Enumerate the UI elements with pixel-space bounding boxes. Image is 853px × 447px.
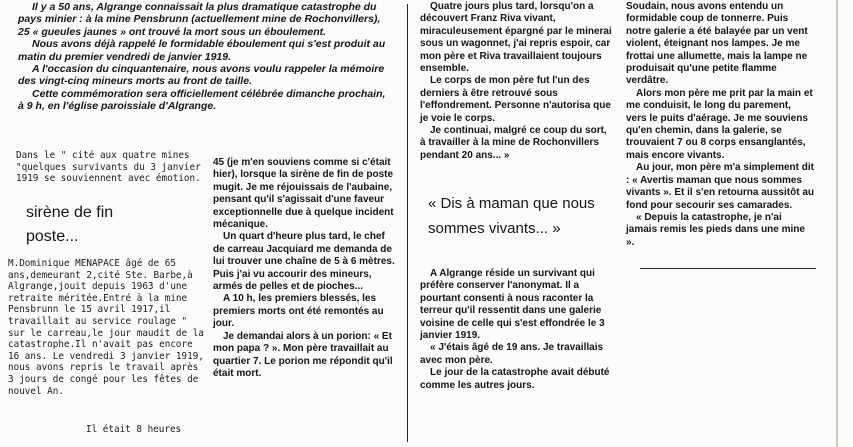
end-rule: [640, 268, 816, 269]
col4-paragraph-4: « Depuis la catastrophe, je n'ai jamais remis les pieds dans une mine ».: [626, 211, 805, 248]
col2-paragraph-3: A 10 h, les premiers blessés, les premiers morts ont été remontés au jour.: [213, 293, 384, 330]
col4-paragraph-1: Soudain, nous avons entendu un formidable coup de tonnerre. Puis notre galerie a été balayée par un vent violent, éteignant nos lampes. Je me frottai une allumette, mais la lampe ne produisait qu'une petite flamme verdâtre.: [626, 1, 808, 87]
col3-paragraph-1: Quatre jours plus tard, lorsqu'on a découvert Franz Riva vivant, miraculeusement épargné par le minerai sous un wagonnet, j'ai repris espoir, car mon père et Riva travaillaient toujours ensemble.: [420, 1, 612, 75]
typed-caption-text: Dans le " cité aux quatre mines "quelques survivants du 3 janvier 1919 se souviennent avec émotion.: [16, 150, 201, 185]
col2-paragraph-4: Je demandai alors à un porion: « Et mon papa ? ». Mon père travaillait au quartier 7. Le porion me répondit qu'il était mort.: [213, 330, 393, 379]
scan-edge: [836, 0, 838, 447]
column-three-top: [420, 1, 614, 181]
lead-paragraph-1: Il y a 50 ans, Algrange connaissait la plus dramatique catastrophe du pays minier : à la mine Pensbrunn (actuellement mine de Rochonvillers), 25 « gueules jaunes » ont trouvé la mort sous un éboulement.: [18, 1, 381, 38]
headline: [428, 191, 608, 267]
lead-paragraph-2: Nous avons déjà rappelé le formidable éboulement qui s'est produit au matin du premier vendredi de janvier 1919.: [18, 38, 386, 63]
typed-last-line-text: Il était 8 heures: [86, 424, 182, 435]
typed-last-line: [86, 424, 202, 438]
subheading-siren: [26, 201, 146, 251]
col4-paragraph-3: Au jour, mon père m'a simplement dit : « Avertis maman que nous sommes vivants ». Et il s'en retourna aussitôt au fond pour secourir ses camarades.: [626, 162, 814, 211]
lead-paragraph-3: A l'occasion du cinquantenaire, nous avons voulu rappeler la mémoire des vingt-cinq mineurs morts au front de taille.: [18, 63, 385, 88]
column-three-bottom: [420, 268, 614, 444]
column-rule: [407, 4, 408, 442]
typed-biography-text: M.Dominique MENAPACE âgé de 65 ans,demeurant 2,cité Ste. Barbe,à Algrange,jouit depuis 1963 d'une retraite méritée.Entré à la mine Pensbrunn le 15 avril 1917,il travaillait au service roulage " sur le carreau,le jour maudit de la catastrophe.Il n'avait pas encore 16 ans. Le vendredi 3 janvier 1919, nous avons repris le travail après 3 jours de congé pour les fêtes de nouvel An.: [8, 258, 204, 397]
typed-biography: [8, 258, 204, 426]
col3-paragraph-2: Le corps de mon père fut l'un des derniers à être retrouvé sous l'effondrement. Personne n'autorisa que je voie le corps.: [420, 75, 611, 124]
col3-paragraph-5: « J'étais âgé de 19 ans. Je travaillais avec mon père.: [420, 342, 604, 366]
subheading-text: sirène de fin poste...: [26, 204, 114, 245]
column-four: [626, 1, 814, 271]
typed-caption: [16, 150, 206, 196]
lead-paragraphs: [18, 1, 390, 145]
col4-paragraph-2: Alors mon père me prit par la main et me conduisit, le long du parement, vers le puits d'aérage. Je me souviens qu'en chemin, dans la galerie, se trouvaient 7 ou 8 corps ensanglantés, mais encore vivants.: [626, 87, 813, 161]
col2-paragraph-2: Un quart d'heure plus tard, le chef de carreau Jacquiard me demanda de lui trouver une chaîne de 5 à 6 mètres. Puis j'ai vu accourir des mineurs, armés de pelles et de pioches...: [213, 231, 395, 293]
col3-paragraph-4: A Algrange réside un survivant qui préfère conserver l'anonymat. Il a pourtant consenti à nous raconter la terreur qu'il ressentit dans une galerie voisine de celle qui s'est effondrée le 3 janvier 1919.: [420, 268, 605, 342]
column-two: [213, 157, 399, 445]
col3-paragraph-3: Je continuai, malgré ce coup du sort, à travailler à la mine de Rochonvillers pendant 20 ans... »: [420, 125, 607, 161]
col2-paragraph-1: 45 (je m'en souviens comme si c'était hier), lorsque la sirène de fin de poste mugit. Je me réjouissais de l'aubaine, pensant qu'il s'agissait d'une faveur exceptionnelle due à quelque incident mécanique.: [213, 157, 394, 231]
lead-paragraph-4: Cette commémoration sera officiellement célébrée dimanche prochain, à 9 h, en l'église paroissiale d'Algrange.: [18, 87, 386, 113]
col3-paragraph-6: Le jour de la catastrophe avait débuté comme les autres jours.: [420, 367, 610, 391]
headline-text: « Dis à maman que nous sommes vivants... »: [428, 195, 595, 237]
